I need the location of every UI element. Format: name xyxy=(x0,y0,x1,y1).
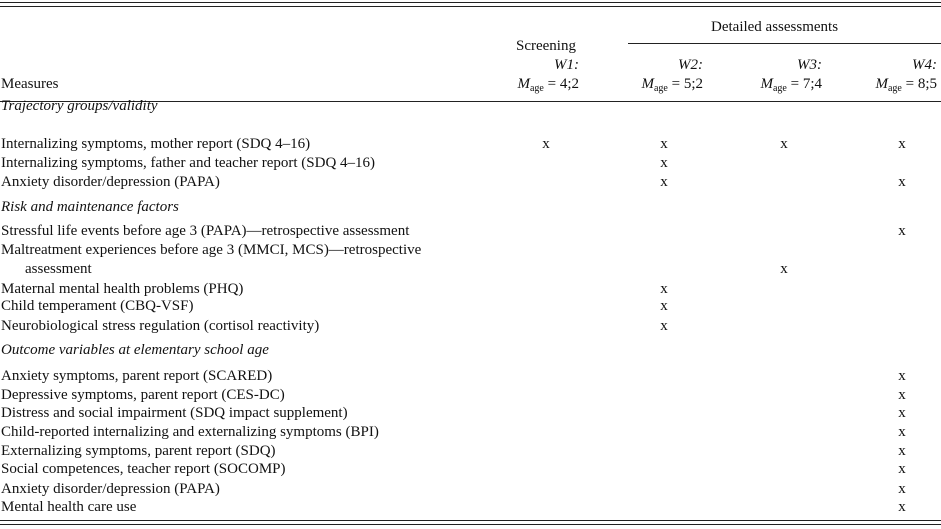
assessment-mark-w4: x xyxy=(898,405,906,421)
section-title: Trajectory groups/validity xyxy=(1,98,158,114)
row-label: Mental health care use xyxy=(1,499,137,515)
assessment-mark-w1: x xyxy=(542,136,550,152)
row-label: Maternal mental health problems (PHQ) xyxy=(1,281,244,297)
assessment-mark-w4: x xyxy=(898,223,906,239)
detailed-assessments-rule xyxy=(628,43,941,44)
assessment-mark-w3: x xyxy=(780,261,788,277)
assessment-mark-w4: x xyxy=(898,499,906,515)
assessment-mark-w4: x xyxy=(898,174,906,190)
assessment-mark-w3: x xyxy=(780,136,788,152)
w1-mean-age xyxy=(476,76,579,93)
w3-mean-age xyxy=(719,76,822,93)
top-rule-2 xyxy=(0,6,941,7)
w3-m: M xyxy=(760,76,773,92)
row-label: Internalizing symptoms, father and teacher report (SDQ 4–16) xyxy=(1,155,376,171)
assessment-mark-w2: x xyxy=(660,136,668,152)
assessment-mark-w4: x xyxy=(898,368,906,384)
w3-heading xyxy=(719,57,822,74)
w1-m: M xyxy=(517,76,530,92)
w1-label: W1: xyxy=(554,57,579,73)
row-label-continued: assessment xyxy=(25,261,92,277)
bottom-rule-1 xyxy=(0,520,941,521)
w4-value: = 8;5 xyxy=(901,76,937,92)
row-label: Stressful life events before age 3 (PAPA)—retrospective assessment xyxy=(1,223,410,239)
w2-m: M xyxy=(641,76,654,92)
section-title: Risk and maintenance factors xyxy=(1,199,179,215)
top-rule-1 xyxy=(0,2,941,3)
assessment-mark-w2: x xyxy=(660,174,668,190)
section-title: Outcome variables at elementary school age xyxy=(1,342,269,358)
assessment-mark-w2: x xyxy=(660,298,668,314)
assessment-mark-w4: x xyxy=(898,136,906,152)
assessment-mark-w2: x xyxy=(660,155,668,171)
detailed-assessments-heading: Detailed assessments xyxy=(711,19,839,35)
row-label: Anxiety symptoms, parent report (SCARED) xyxy=(1,368,273,384)
w3-sub: age xyxy=(772,83,787,94)
row-label: Anxiety disorder/depression (PAPA) xyxy=(1,481,220,497)
w2-label: W2: xyxy=(678,57,703,73)
w4-sub: age xyxy=(887,83,902,94)
w1-sub: age xyxy=(529,83,544,94)
assessment-mark-w4: x xyxy=(898,387,906,403)
w2-heading xyxy=(600,57,703,74)
row-label: Child temperament (CBQ-VSF) xyxy=(1,298,194,314)
assessment-mark-w4: x xyxy=(898,443,906,459)
row-label: Distress and social impairment (SDQ impact supplement) xyxy=(1,405,348,421)
row-label: Social competences, teacher report (SOCOMP) xyxy=(1,461,286,477)
assessment-mark-w4: x xyxy=(898,481,906,497)
row-label: Maltreatment experiences before age 3 (MMCI, MCS)—retrospective xyxy=(1,242,422,258)
w3-value: = 7;4 xyxy=(786,76,822,92)
row-label: Anxiety disorder/depression (PAPA) xyxy=(1,174,220,190)
assessment-mark-w4: x xyxy=(898,424,906,440)
w1-value: = 4;2 xyxy=(543,76,579,92)
w4-m: M xyxy=(875,76,888,92)
bottom-rule-2 xyxy=(0,524,941,525)
w4-heading xyxy=(834,57,937,74)
w1-heading xyxy=(476,57,579,74)
w2-value: = 5;2 xyxy=(667,76,703,92)
row-label: Depressive symptoms, parent report (CES-DC) xyxy=(1,387,285,403)
assessment-mark-w2: x xyxy=(660,281,668,297)
w2-mean-age xyxy=(600,76,703,93)
w4-mean-age xyxy=(834,76,937,93)
w3-label: W3: xyxy=(797,57,822,73)
row-label: Child-reported internalizing and externalizing symptoms (BPI) xyxy=(1,424,379,440)
row-label: Externalizing symptoms, parent report (SDQ) xyxy=(1,443,276,459)
row-label: Neurobiological stress regulation (cortisol reactivity) xyxy=(1,318,320,334)
w4-label: W4: xyxy=(912,57,937,73)
w2-sub: age xyxy=(653,83,668,94)
assessment-mark-w4: x xyxy=(898,461,906,477)
row-label: Internalizing symptoms, mother report (SDQ 4–16) xyxy=(1,136,311,152)
screening-heading: Screening xyxy=(516,38,576,54)
assessment-mark-w2: x xyxy=(660,318,668,334)
measures-heading: Measures xyxy=(1,76,59,92)
